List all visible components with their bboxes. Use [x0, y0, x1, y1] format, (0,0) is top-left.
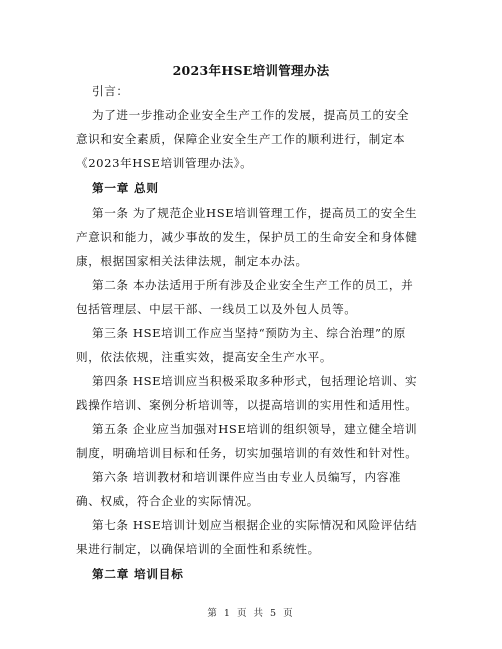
article-line: 第一条 为了规范企业HSE培训管理工作，提高员工的安全生 [92, 206, 418, 220]
article-line: 第二条 本办法适用于所有涉及企业安全生产工作的员工，并 [92, 278, 414, 292]
article-line: 果进行制定，以确保培训的全面性和系统性。 [76, 542, 320, 556]
intro-line: 《2023年HSE培训管理办法》。 [76, 156, 253, 170]
article-line: 制度，明确培训目标和任务，切实加强培训的有效性和针对性。 [76, 446, 418, 460]
article-line: 则，依法依规，注重实效，提高安全生产水平。 [76, 350, 333, 364]
chapter-heading: 第一章 总则 [92, 181, 159, 195]
intro-line: 为了进一步推动企业安全生产工作的发展，提高员工的安全 [92, 108, 410, 122]
document-title: 2023年HSE培训管理办法 [172, 63, 330, 78]
article-line: 第三条 HSE培训工作应当坚持“预防为主、综合治理”的原 [92, 326, 406, 340]
article-line: 产意识和能力，减少事故的发生，保护员工的生命安全和身体健 [76, 230, 418, 244]
article-line: 第六条 培训教材和培训课件应当由专业人员编写，内容准 [92, 470, 402, 484]
article-line: 康，根据国家相关法律法规，制定本办法。 [76, 254, 308, 268]
article-line: 包括管理层、中层干部、一线员工以及外包人员等。 [76, 302, 357, 316]
article-line: 第四条 HSE培训应当积极采取多种形式，包括理论培训、实 [92, 374, 418, 388]
article-line: 第五条 企业应当加强对HSE培训的组织领导，建立健全培训 [92, 422, 418, 436]
article-line: 践操作培训、案例分析培训等，以提高培训的实用性和适用性。 [76, 398, 418, 412]
article-line: 确、权威，符合企业的实际情况。 [76, 494, 259, 508]
article-line: 第七条 HSE培训计划应当根据企业的实际情况和风险评估结 [92, 518, 418, 532]
page-footer: 第 1 页 共 5 页 [207, 608, 295, 619]
chapter-heading: 第二章 培训目标 [92, 567, 184, 581]
intro-label: 引言： [92, 84, 129, 98]
intro-line: 意识和安全素质，保障企业安全生产工作的顺利进行，制定本 [76, 132, 406, 146]
